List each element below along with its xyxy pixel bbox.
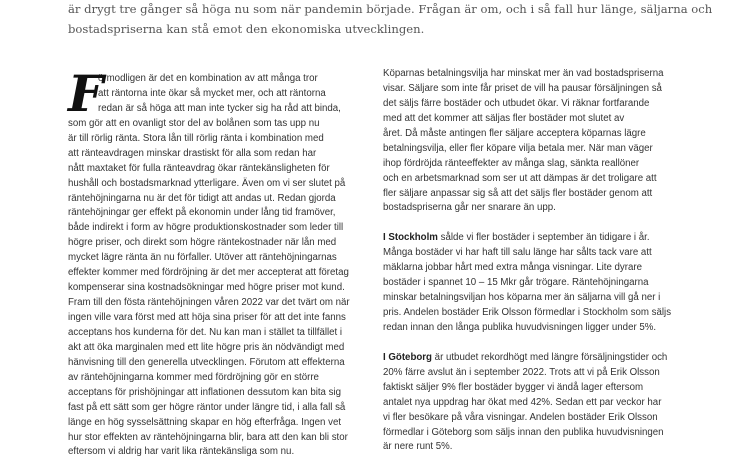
text-line: bostadspriserna går ner snarare än upp.: [383, 202, 556, 214]
text-line: sålde vi fler bostäder i september än tidigare i år.: [437, 232, 650, 244]
text-line: nått maxtaket för fulla ränteavdrag ökar räntekänsligheten för: [68, 162, 330, 174]
text-line: och en arbetsmarknad som ser ut att dämpas är det troligare att: [383, 172, 657, 184]
text-line: länge en hög sysselsättning skapar en hög efterfråga. Ingen vet: [68, 416, 342, 428]
text-line: faktiskt säljer 9% fler bostäder bygger vi ändå lager eftersom: [383, 381, 644, 393]
text-line: hur stor effekten av räntehöjningarna blir, bara att den kan bli stor: [68, 431, 348, 443]
text-line: antalet nya uppdrag har ökat med 42%. Sedan ett par veckor har: [383, 396, 662, 408]
text-line: det säljs färre bostäder och utbudet ökar. Vi räknar fortfarande: [383, 97, 650, 109]
goteborg-heading: I Göteborg: [383, 351, 432, 363]
text-line: hänvisning till den generella utvecklingen. Förutom att effekterna: [68, 356, 345, 368]
text-line: betalningsvilja, eller fler köpare vilja betala mer. När man väger: [383, 142, 653, 154]
text-line: är utbudet rekordhögt med längre försäljningstider och: [431, 351, 668, 363]
text-line: förmedlar i Göteborg som säljs innan den publika huvudvisningen: [383, 426, 664, 438]
text-line: örmodligen är det en kombination av att många tror: [98, 73, 318, 84]
right-column: [383, 67, 703, 470]
text-line: bostäder i spannet 10 – 15 Mkr går trögare. Räntehöjningarna: [383, 277, 649, 289]
goteborg-paragraph: [383, 351, 703, 456]
text-line: minskar betalningsviljan hos köparna mer än säljarna vill gå ner i: [383, 292, 661, 304]
left-column: [68, 64, 373, 460]
text-line: räntehöjningar ger effekt på ekonomin under lång tid framöver,: [68, 207, 336, 219]
text-line: ihop fördröjda ränteeffekter av många slag, sänkta reallöner: [383, 157, 640, 169]
text-line: Köparnas betalningsvilja har minskat mer än vad bostadspriserna: [383, 68, 664, 79]
text-line: högre priser, och direkt som högre räntekostnader när lån med: [68, 237, 337, 249]
text-line: visar. Säljare som inte får priset de vill ha pausar försäljningen så: [383, 82, 662, 94]
text-line: att räntorna inte ökar så mycket mer, och att räntorna: [98, 87, 326, 99]
text-line: med att det kommer att säljas fler bostäder mot slutet av: [383, 112, 625, 124]
text-line: 20% färre avslut än i september 2022. Trots att vi på Erik Olsson: [383, 366, 660, 378]
text-line: är till rörlig ränta. Stora lån till rörlig ränta i kombination med: [68, 132, 324, 144]
buyers-paragraph: [383, 67, 703, 216]
text-line: räntehöjningarna nu är det för tidigt att andas ut. Redan gjorda: [68, 192, 336, 204]
drop-cap: F: [68, 64, 104, 123]
text-line: redan innan den långa publika huvudvisningen ligger under 5%.: [383, 321, 657, 333]
lead-line: är drygt tre gånger så höga nu som när pandemin började. Frågan är om, och i så fall hur länge, säljarna och: [68, 2, 713, 16]
text-line: pris. Andelen bostäder Erik Olsson förmedlar i Stockholm som säljs: [383, 307, 672, 318]
text-line: Många bostäder vi har haft till salu länge har sålts tack vare att: [383, 247, 652, 259]
text-line: som gör att en ovanligt stor del av bolånen som tas upp nu: [68, 117, 320, 129]
left-paragraph: [68, 72, 373, 460]
text-line: Fram till den fösta räntehöjningen våren 2022 var det tvärt om när: [68, 297, 350, 309]
text-line: fler säljare anpassar sig så att det säljs fler bostäder genom att: [383, 187, 653, 199]
text-line: fast på ett sätt som ger högre räntor under längre tid, i alla fall så: [68, 401, 346, 413]
text-line: att ränteavdragen minskar drastiskt för alla som redan har: [68, 147, 317, 159]
text-line: vi fler besökare på våra visningar. Andelen bostäder Erik Olsson: [383, 411, 658, 423]
text-line: hushåll och bostadsmarknad ytterligare. Även om vi ser slutet på: [68, 177, 346, 189]
text-line: mycket lägre ränta än nu förfaller. Utöver att räntehöjningarnas: [68, 252, 337, 264]
text-line: är nere runt 5%.: [383, 441, 453, 453]
text-line: effekter kommer med fördröjning är det mer accepterat att företag: [68, 267, 349, 279]
lead-paragraph: [68, 0, 712, 39]
text-line: acceptans hos kunderna för det. Nu kan man i stället ta tillfället i: [68, 326, 343, 338]
text-line: av räntehöjningarna kommer med fördröjning gör en större: [68, 371, 319, 383]
text-line: både indirekt i form av högre produktionskostnader som leder till: [68, 222, 344, 234]
text-line: acceptans för prishöjningar att inflationen dessutom kan bita sig: [68, 386, 342, 398]
text-line: mäklarna jobbar hårt med extra många visningar. Lite dyrare: [383, 262, 643, 274]
text-line: eftersom vi aldrig har varit lika räntekänsliga som nu.: [68, 446, 295, 458]
stockholm-heading: I Stockholm: [383, 232, 438, 244]
text-line: akt att öka marginalen med ett lite högre pris än nödvändigt med: [68, 341, 345, 353]
stockholm-paragraph: [383, 231, 703, 336]
text-line: kompenserar sina kostnadsökningar med högre priser mot kund.: [68, 282, 345, 294]
text-line: året. Då måste antingen fler säljare acceptera köparnas lägre: [383, 127, 646, 139]
text-line: ingen ville vara först med att höja sina priser för att det inte fanns: [68, 312, 346, 323]
text-line: redan är så höga att man inte tycker sig ha råd att binda,: [98, 102, 341, 114]
lead-line: bostadspriserna kan stå emot den ekonomiska utvecklingen.: [68, 22, 425, 36]
